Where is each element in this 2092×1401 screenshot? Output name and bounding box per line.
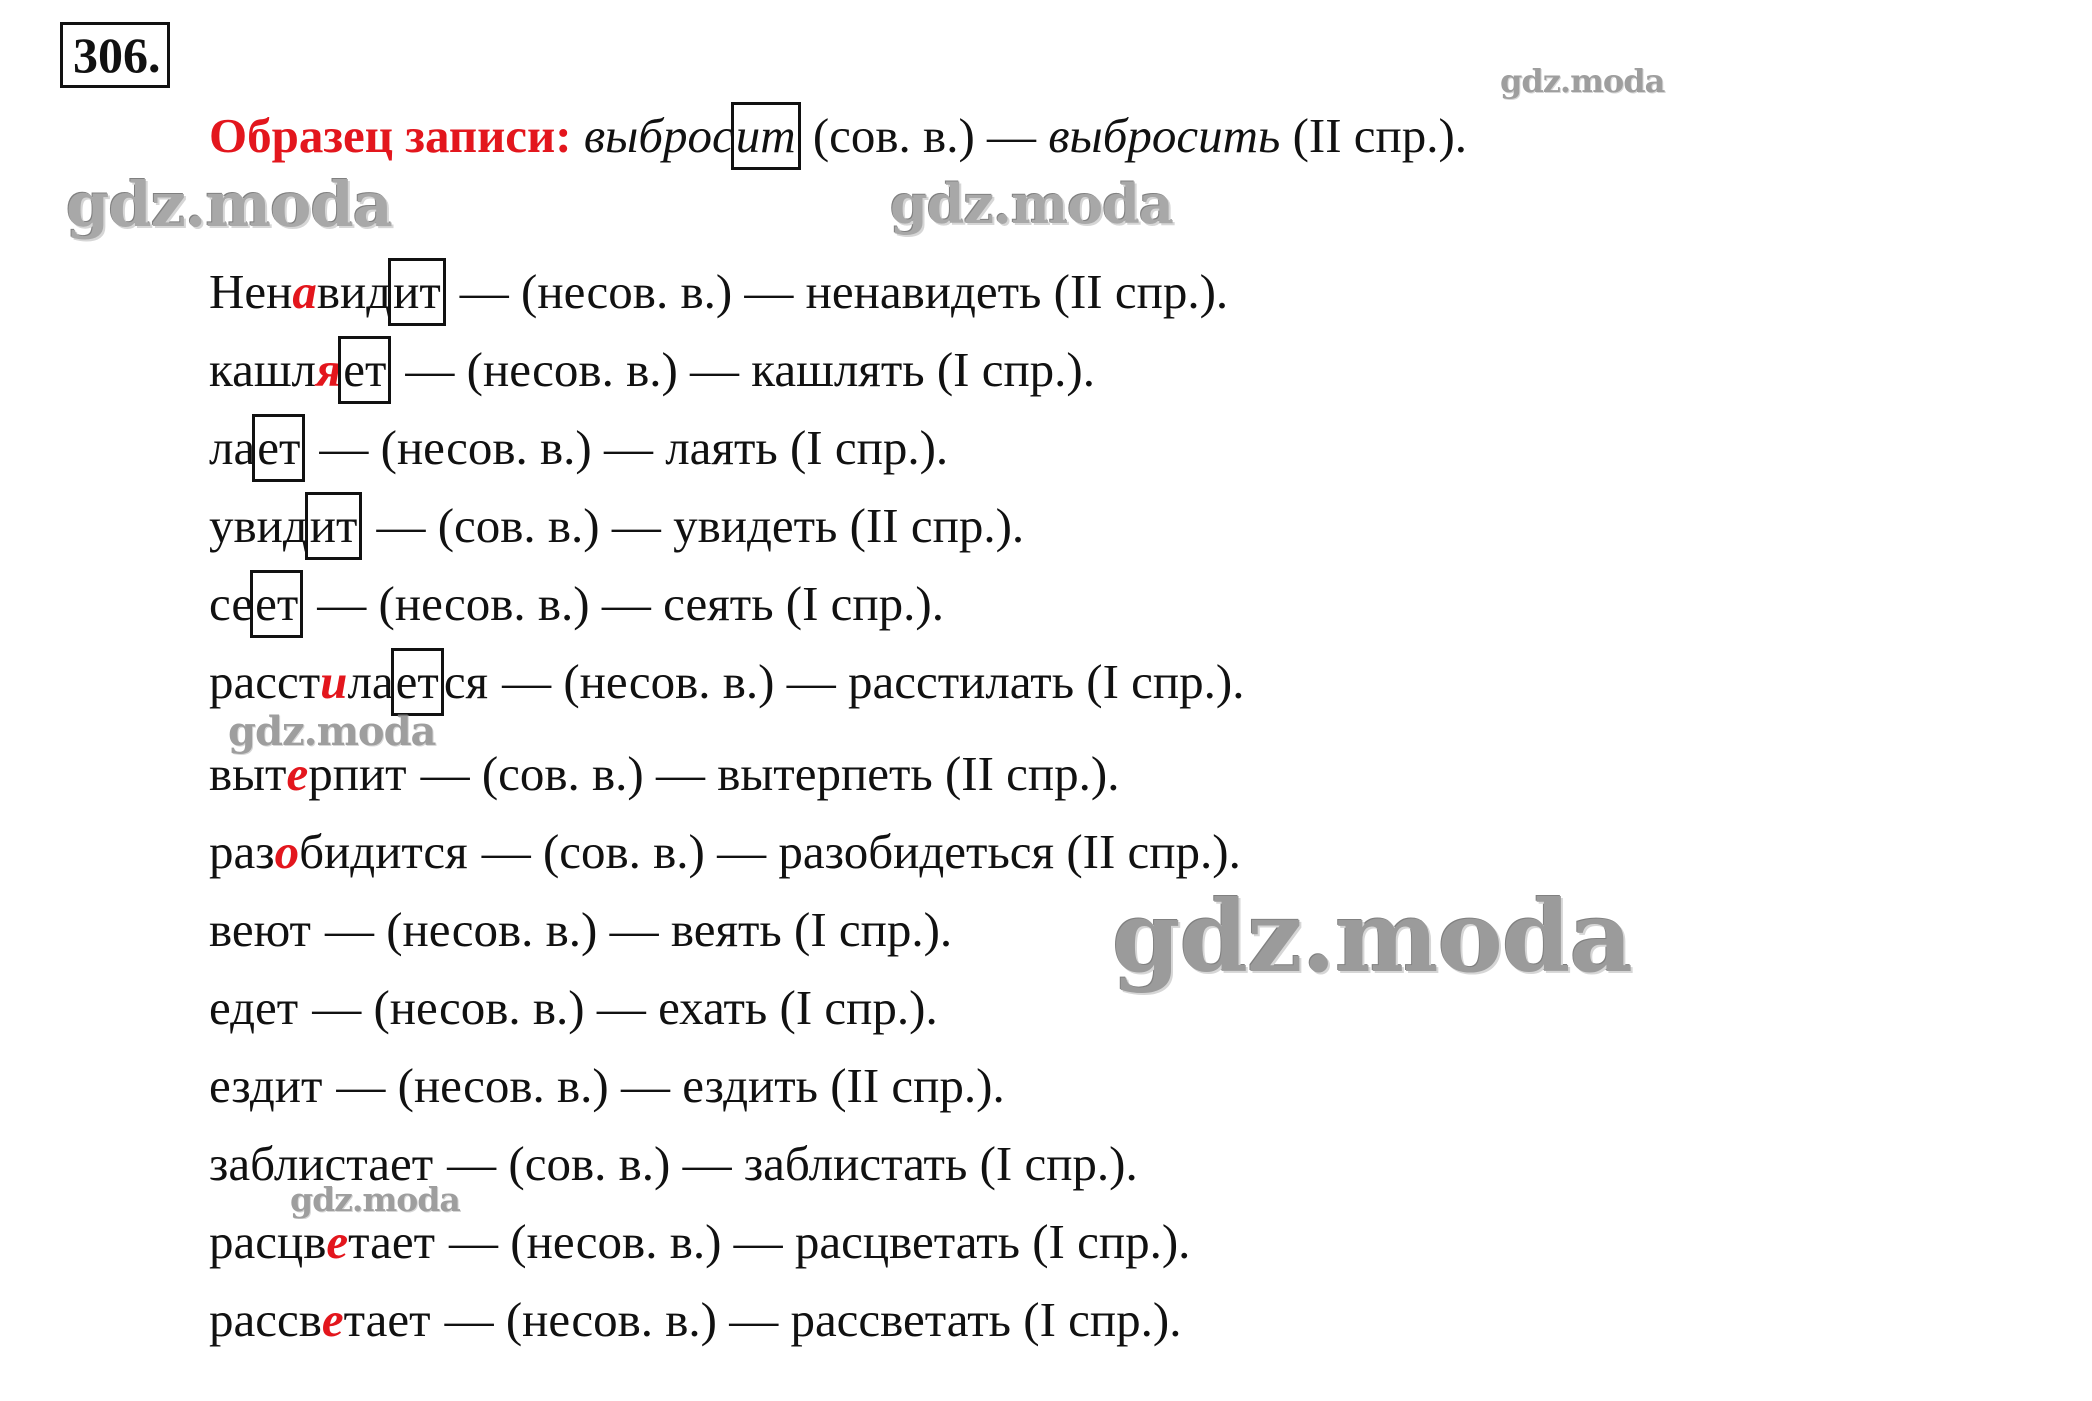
verb-part: ся — [443, 654, 489, 709]
verb-part: заблистает — [209, 1136, 434, 1191]
answer-line — [209, 492, 1024, 560]
aspect: (несов. в.) — [510, 1214, 722, 1269]
watermark: gdz.moda — [228, 708, 436, 755]
sample-dash: — — [987, 108, 1037, 163]
dash: — — [449, 1214, 499, 1269]
conjugation: (I спр.). — [785, 576, 944, 631]
watermark: gdz.moda — [290, 1180, 460, 1219]
dash: — — [717, 824, 767, 879]
verb-part: вид — [316, 264, 392, 319]
answer-line — [209, 648, 1244, 716]
answer-line — [209, 899, 952, 961]
dash: — — [690, 342, 740, 397]
conjugation: (II спр.). — [944, 746, 1120, 801]
verb-form — [209, 654, 488, 709]
sample-line — [209, 102, 1467, 170]
highlighted-vowel: я — [316, 342, 342, 397]
answer-line — [209, 1211, 1190, 1273]
infinitive: заблистать — [743, 1136, 968, 1191]
infinitive: расстилать — [847, 654, 1075, 709]
verb-part: тает — [343, 1292, 431, 1347]
aspect: (несов. в.) — [373, 980, 585, 1035]
aspect: (сов. в.) — [542, 824, 705, 879]
verb-form — [209, 1214, 435, 1269]
verb-form — [209, 1136, 433, 1191]
boxed-ending: ет — [338, 336, 391, 404]
exercise-number-dot: . — [148, 27, 161, 83]
answer-line — [209, 1289, 1181, 1351]
verb-part: се — [209, 576, 254, 631]
watermark: gdz.moda — [66, 168, 392, 241]
conjugation: (II спр.). — [830, 1058, 1005, 1113]
conjugation: (II спр.). — [1066, 824, 1241, 879]
answer-line — [209, 1133, 1138, 1195]
watermark: gdz.moda — [1112, 880, 1632, 995]
infinitive: кашлять — [751, 342, 925, 397]
conjugation: (I спр.). — [936, 342, 1096, 397]
infinitive: сеять — [663, 576, 774, 631]
verb-part: расцв — [209, 1214, 327, 1269]
aspect: (несов. в.) — [397, 1058, 609, 1113]
verb-part: раз — [209, 824, 275, 879]
conjugation: (I спр.). — [1023, 1292, 1182, 1347]
aspect: (несов. в.) — [521, 264, 733, 319]
verb-form — [209, 902, 311, 957]
infinitive: увидеть — [673, 498, 838, 553]
aspect: (несов. в.) — [466, 342, 678, 397]
dash: — — [376, 498, 426, 553]
sample-word-stem: выброс — [583, 108, 734, 163]
dash: — — [502, 654, 552, 709]
conjugation: (II спр.). — [849, 498, 1025, 553]
dash: — — [444, 1292, 494, 1347]
dash: — — [609, 902, 659, 957]
conjugation: (I спр.). — [789, 420, 949, 475]
boxed-ending: ит — [388, 258, 446, 326]
answer-line — [209, 414, 948, 482]
conjugation: (I спр.). — [794, 902, 953, 957]
aspect: (несов. в.) — [378, 576, 590, 631]
conjugation: (II спр.). — [1053, 264, 1229, 319]
verb-form — [209, 420, 305, 475]
verb-part: кашл — [209, 342, 316, 397]
verb-part: выт — [209, 746, 287, 801]
answer-line — [209, 336, 1095, 404]
aspect: (сов. в.) — [481, 746, 644, 801]
boxed-ending: ет — [391, 648, 444, 716]
aspect: (несов. в.) — [563, 654, 775, 709]
dash: — — [336, 1058, 386, 1113]
dash: — — [312, 980, 362, 1035]
verb-part: ла — [209, 420, 256, 475]
verb-form — [209, 1292, 431, 1347]
answer-line — [209, 977, 938, 1039]
infinitive: расцветать — [794, 1214, 1020, 1269]
highlighted-vowel: е — [326, 1214, 349, 1269]
dash: — — [656, 746, 705, 801]
verb-part: расст — [209, 654, 321, 709]
sample-word — [584, 108, 801, 163]
boxed-ending: ит — [305, 492, 363, 560]
sample-word-ending: ит — [731, 102, 801, 170]
answer-line — [209, 570, 944, 638]
dash: — — [319, 420, 369, 475]
dash: — — [786, 654, 836, 709]
infinitive: веять — [670, 902, 782, 957]
sample-conjugation: (II спр.). — [1292, 108, 1468, 163]
verb-part: рассв — [209, 1292, 322, 1347]
highlighted-vowel: е — [286, 746, 309, 801]
verb-form — [209, 824, 468, 879]
dash: — — [601, 576, 651, 631]
infinitive: разобидеться — [778, 824, 1055, 879]
conjugation: (I спр.). — [1032, 1214, 1191, 1269]
infinitive: лаять — [665, 420, 778, 475]
dash: — — [405, 342, 455, 397]
answer-line — [209, 1055, 1005, 1117]
infinitive: рассветать — [790, 1292, 1012, 1347]
watermark: gdz.moda — [890, 172, 1173, 236]
dash: — — [420, 746, 470, 801]
highlighted-vowel: е — [321, 1292, 344, 1347]
dash: — — [603, 420, 653, 475]
verb-form — [209, 1058, 322, 1113]
watermark: gdz.moda — [1500, 62, 1665, 100]
infinitive: ненавидеть — [805, 264, 1042, 319]
verb-form — [209, 576, 303, 631]
infinitive: ездить — [682, 1058, 818, 1113]
aspect: (сов. в.) — [508, 1136, 671, 1191]
sample-label: Образец записи: — [209, 108, 572, 163]
boxed-ending: ет — [252, 414, 305, 482]
dash: — — [733, 1214, 783, 1269]
verb-part: ла — [347, 654, 394, 709]
verb-part: едет — [209, 980, 299, 1035]
aspect: (несов. в.) — [380, 420, 592, 475]
verb-part: бидится — [299, 824, 468, 879]
exercise-number-value: 306 — [73, 27, 148, 83]
verb-form — [209, 342, 391, 397]
dash: — — [324, 902, 374, 957]
dash: — — [459, 264, 509, 319]
verb-form — [209, 746, 407, 801]
verb-part: веют — [209, 902, 311, 957]
aspect: (несов. в.) — [386, 902, 598, 957]
exercise-number — [60, 22, 170, 88]
dash: — — [447, 1136, 497, 1191]
sample-aspect: (сов. в.) — [812, 108, 975, 163]
dash: — — [744, 264, 794, 319]
verb-part: ездит — [209, 1058, 323, 1113]
answer-line — [209, 743, 1119, 805]
sample-infinitive: выбросить — [1048, 108, 1281, 163]
aspect: (сов. в.) — [437, 498, 600, 553]
answer-line — [209, 258, 1228, 326]
dash: — — [481, 824, 531, 879]
infinitive: ехать — [658, 980, 768, 1035]
verb-part: увид — [209, 498, 308, 553]
highlighted-vowel: а — [292, 264, 317, 319]
dash: — — [611, 498, 661, 553]
conjugation: (I спр.). — [1086, 654, 1245, 709]
answer-line — [209, 821, 1241, 883]
verb-form — [209, 498, 362, 553]
highlighted-vowel: и — [320, 654, 348, 709]
dash: — — [317, 576, 367, 631]
infinitive: вытерпеть — [717, 746, 933, 801]
conjugation: (I спр.). — [779, 980, 938, 1035]
aspect: (несов. в.) — [505, 1292, 717, 1347]
dash: — — [729, 1292, 779, 1347]
boxed-ending: ет — [250, 570, 303, 638]
verb-part: Нен — [209, 264, 293, 319]
dash: — — [621, 1058, 670, 1113]
verb-form — [209, 264, 446, 319]
dash: — — [596, 980, 646, 1035]
dash: — — [682, 1136, 732, 1191]
verb-part: рпит — [308, 746, 407, 801]
verb-form — [209, 980, 298, 1035]
verb-part: тает — [348, 1214, 436, 1269]
conjugation: (I спр.). — [979, 1136, 1138, 1191]
highlighted-vowel: о — [274, 824, 300, 879]
